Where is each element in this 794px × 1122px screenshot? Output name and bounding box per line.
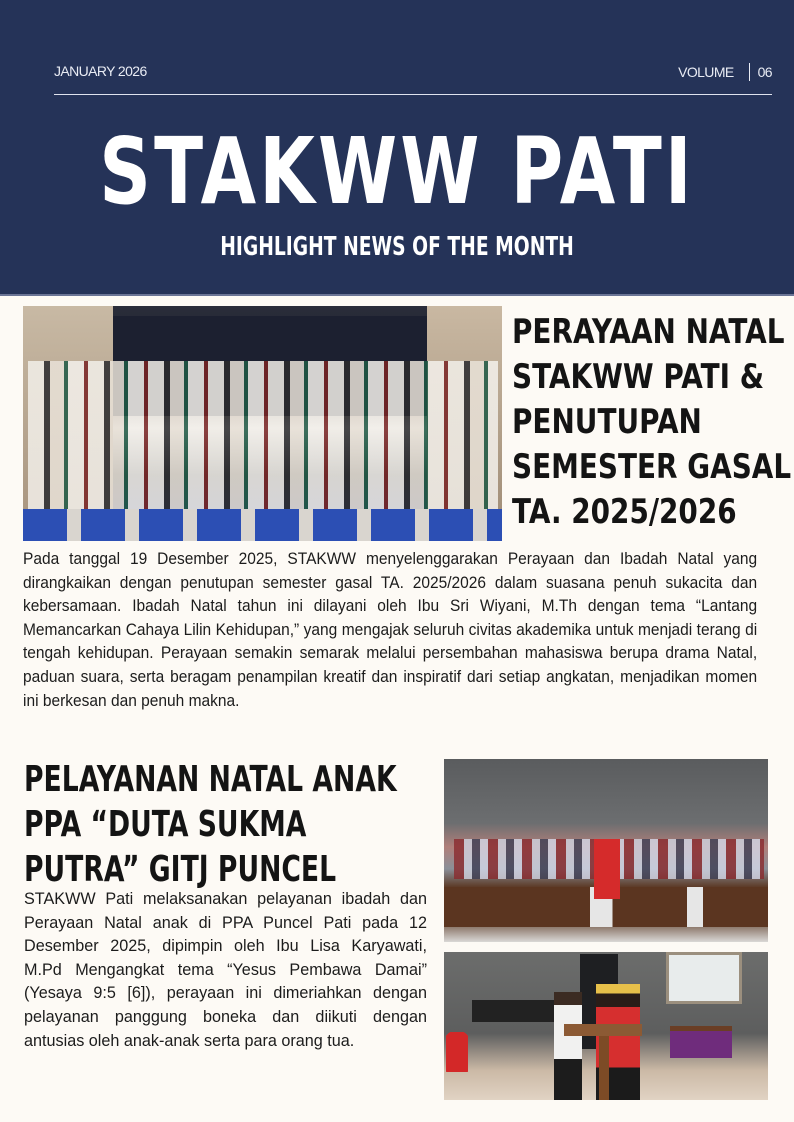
article-2-photo-top [444,759,768,942]
wooden-podium [564,1024,642,1100]
masthead-rule [54,94,772,95]
issue-date: JANUARY 2026 [54,63,147,79]
volume-label: VOLUME [678,64,734,80]
newsletter-title: STAKWW PATI [99,118,695,225]
volume-number: 06 [757,64,772,80]
article-2-body: STAKWW Pati melaksanakan pelayanan ibadah dan Perayaan Natal anak di PPA Puncel Pati pada 12 Desember 2025, dipimpin oleh Ibu Lisa Karyawati, M.Pd Mengangkat tema “Yesus Pembawa Damai” (Yesaya 9:5 [6]), perayaan ini dimeriahkan dengan pelayanan panggung boneka dan diikuti dengan antusias oleh anak-anak serta para orang tua. [24,890,427,1050]
article-2-headline: PELAYANAN NATAL ANAK PPA “DUTA SUKMA PUTRA” GITJ PUNCEL [24,759,397,890]
newsletter-subtitle: HIGHLIGHT NEWS OF THE MONTH [220,232,574,262]
article-1-body: Pada tanggal 19 Desember 2025, STAKWW menyelenggarakan Perayaan dan Ibadah Natal yang dirangkaikan dengan penutupan semester gasal TA. 2025/2026 dalam suasana penuh sukacita dan kebersamaan. Ibadah Natal tahun ini dilayani oleh Ibu Sri Wiyani, M.Th dengan tema “Lantang Memancarkan Cahaya Lilin Kehidupan,” yang mengajak seluruh civitas akademika untuk menjadi terang di tengah kehidupan. Perayaan semakin semarak melalui persembahan mahasiswa berupa drama Natal, paduan suara, serta beragam penampilan kreatif dan inspiratif dari setiap angkatan, menjadikan momen ini berkesan dan penuh makna. [23,550,758,710]
article-2-photo-bottom [444,952,768,1100]
group-of-people [28,361,498,511]
issue-volume [678,63,772,81]
masthead-bottom-border [0,294,794,296]
masthead [0,0,794,295]
article-1-headline: PERAYAAN NATAL STAKWW PATI & PENUTUPAN SEMESTER GASAL TA. 2025/2026 [512,312,792,532]
article-1-photo [23,306,502,541]
volume-divider [749,63,750,81]
blue-chairs [23,509,502,541]
worship-leader [594,839,620,899]
